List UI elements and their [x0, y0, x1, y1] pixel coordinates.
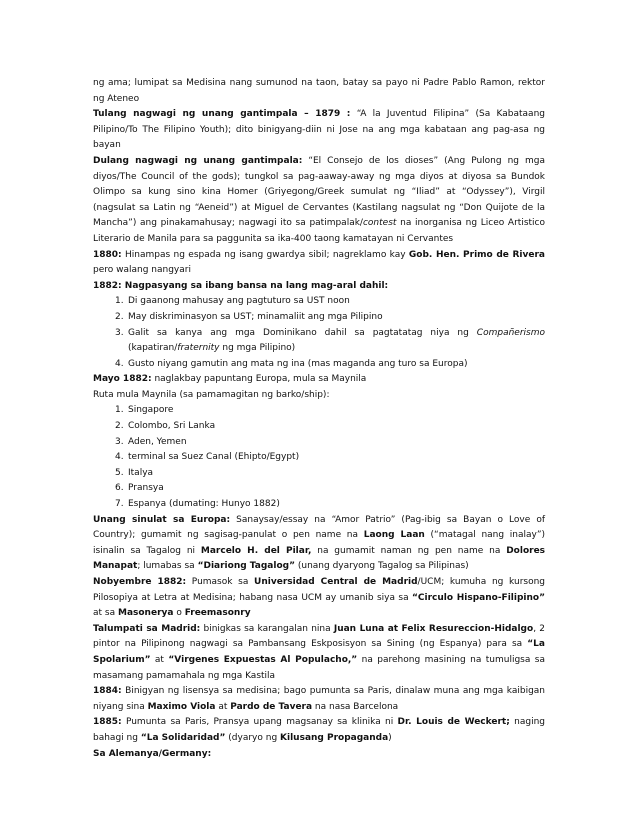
paragraph-unang-sinulat: Unang sinulat sa Europa: Sanaysay/essay na “Amor Patrio” (Pag-ibig sa Bayan o Love of Country); gumamit ng sagisag-panulat o pen name na Laong Laan (“matagal nang inalay”) isinalin sa Tagalog ni Marcelo H. del Pilar, na gumamit naman ng pen name na Dolores Manapat; lumabas sa “Diariong Tagalog” (unang dyaryong Tagalog sa Pilipinas) — [93, 514, 546, 572]
heading-tula: Tulang nagwagi ng unang gantimpala – 1879 : — [93, 109, 351, 120]
heading-mayo-1882: Mayo 1882: — [93, 374, 152, 385]
paragraph-1882 — [93, 279, 545, 295]
paragraph-mayo-1882: Mayo 1882: naglakbay papuntang Europa, mula sa Maynila — [93, 374, 367, 385]
list-item: 6. Pransya — [115, 483, 164, 494]
list-item: 1. Singapore — [115, 405, 174, 416]
heading-alemanya: Sa Alemanya/Germany: — [93, 748, 212, 759]
paragraph-nobyembre-1882: Nobyembre 1882: Pumasok sa Universidad Central de Madrid/UCM; kumuha ng kursong Pilosopiya at Letra at Medisina; habang nasa UCM ay umanib siya sa “Circulo Hispano-Filipino” at sa Masonerya o Freemasonry — [93, 577, 546, 619]
paragraph-alemanya — [93, 747, 545, 763]
heading-talumpati: Talumpati sa Madrid: — [93, 623, 201, 634]
heading-1882: 1882: Nagpasyang sa ibang bansa na lang mag-aral dahil: — [93, 280, 389, 291]
list-item: 7. Espanya (dumating: Hunyo 1882) — [115, 499, 280, 510]
list-item: 2. May diskriminasyon sa UST; minamaliit ang mga Pilipino — [115, 311, 383, 322]
list-item: 2. Colombo, Sri Lanka — [115, 421, 216, 432]
paragraph-medisina: ng ama; lumipat sa Medisina nang sumunod na taon, batay sa payo ni Padre Pablo Ramon, rektor ng Ateneo — [93, 78, 545, 104]
heading-nobyembre-1882: Nobyembre 1882: — [93, 577, 187, 587]
heading-unang-sinulat: Unang sinulat sa Europa: — [93, 514, 231, 525]
reasons-list — [93, 294, 545, 372]
list-item: 4. terminal sa Suez Canal (Ehipto/Egypt) — [115, 452, 300, 463]
list-item: 3. Aden, Yemen — [115, 436, 187, 447]
document-body — [93, 76, 545, 762]
list-item: 4. Gusto niyang gamutin ang mata ng ina (mas maganda ang turo sa Europa) — [115, 358, 468, 369]
list-item: 5. Italya — [115, 467, 154, 478]
paragraph-1885: 1885: Pumunta sa Paris, Pransya upang magsanay sa klinika ni Dr. Louis de Weckert; naging bahagi ng “La Solidaridad” (dyaryo ng Kilusang Propaganda) — [93, 717, 545, 743]
heading-1885: 1885: — [93, 717, 122, 728]
route-list — [93, 403, 545, 512]
list-item: 1. Di gaanong mahusay ang pagtuturo sa UST noon — [115, 296, 350, 307]
paragraph-ruta: Ruta mula Maynila (sa pamamagitan ng barko/ship): — [93, 389, 330, 400]
heading-1880: 1880: — [93, 249, 122, 260]
paragraph-1884: 1884: Binigyan ng lisensya sa medisina; bago pumunta sa Paris, dinalaw muna ang mga kaibigan niyang sina Maximo Viola at Pardo de Tavera na nasa Barcelona — [93, 686, 545, 712]
paragraph-tula-1879: Tulang nagwagi ng unang gantimpala – 1879 : “A la Juventud Filipina” (Sa Kabataang Pilipino/To The Filipino Youth); dito binigyang-diin ni Jose na ang mga kabataan ang pag-asa ng bayan — [93, 109, 545, 151]
heading-1884: 1884: — [93, 686, 122, 697]
heading-dula: Dulang nagwagi ng unang gantimpala: — [93, 155, 303, 166]
paragraph-dula: Dulang nagwagi ng unang gantimpala: “El Consejo de los dioses” (Ang Pulong ng mga diyos/The Council of the gods); tungkol sa pag-aaway-away ng mga diyos at diyosa sa Bundok Olimpo sa kung sino kina Homer (Griyegong/Greek sumulat ng “Iliad” at “Odyssey”), Virgil (nagsulat sa Latin ng “Aeneid”) at Miguel de Cervantes (Kastilang nagsulat ng “Don Quijote de la Mancha”) ang pinakamahusay; nagwagi ito sa patimpalak/contest na inorganisa ng Liceo Artistico Literario de Manila para sa paggunita sa ika-400 taong kamatayan ni Cervantes — [93, 155, 545, 244]
list-item: 3. Galit sa kanya ang mga Dominikano dahil sa pagtatatag niya ng Compañerismo (kapatiran/fraternity ng mga Pilipino) — [115, 327, 545, 354]
paragraph-talumpati: Talumpati sa Madrid: binigkas sa karangalan nina Juan Luna at Felix Resureccion-Hidalgo, 2 pintor na Pilipinong nagwagi sa Pambansang Eskposisyon sa Sining (ng Espanya) para sa “La Spolarium” at “Virgenes Expuestas Al Populacho,” na parehong masining na tumuligsa sa masamang pamamahala ng mga Kastila — [93, 623, 546, 681]
paragraph-1880: 1880: Hinampas ng espada ng isang gwardya sibil; nagreklamo kay Gob. Hen. Primo de Rivera pero walang nangyari — [93, 249, 545, 276]
